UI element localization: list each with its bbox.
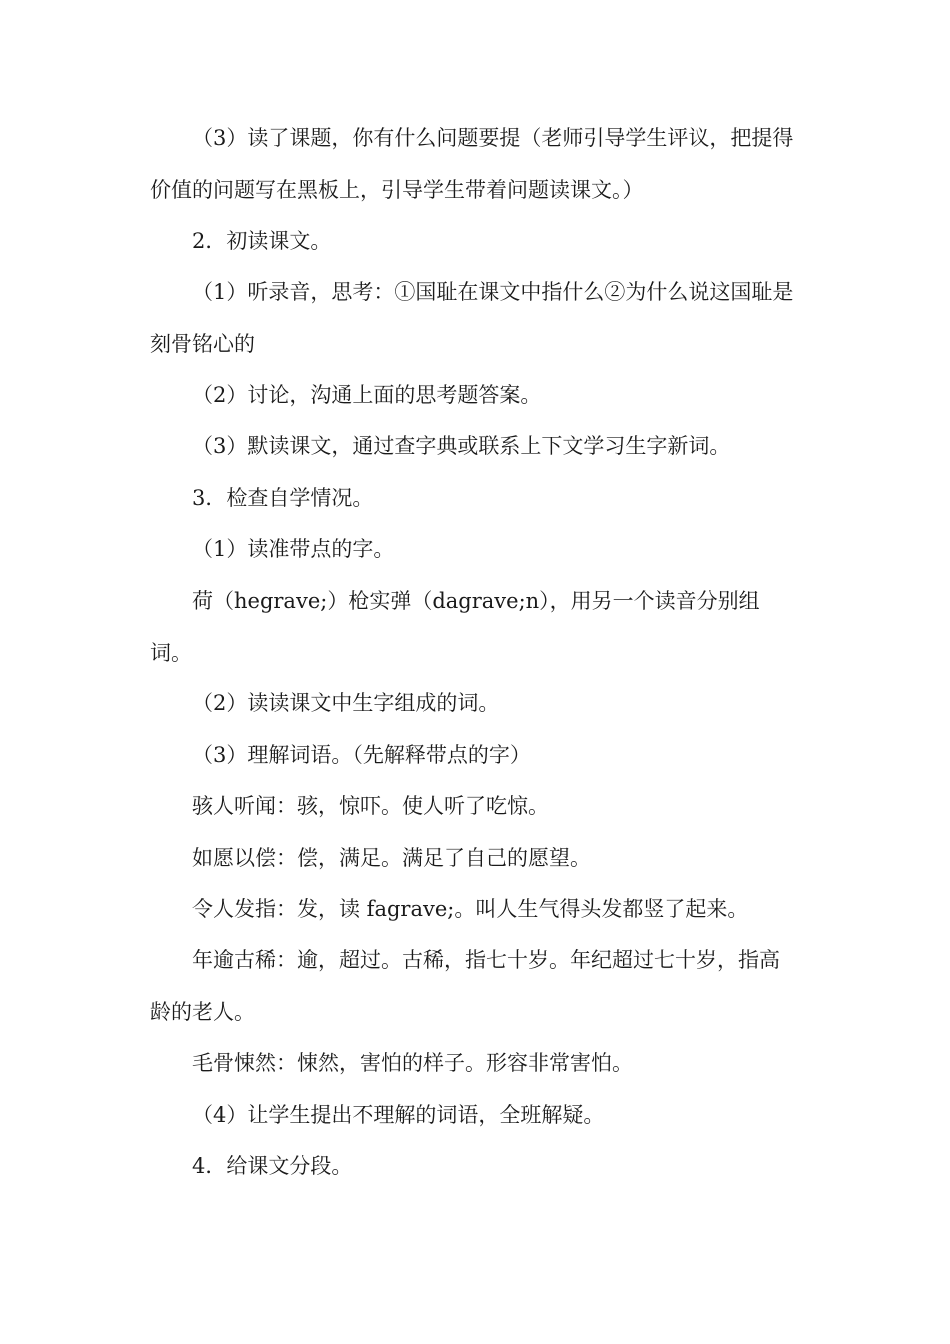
paragraph: （3）读了课题，你有什么问题要提（老师引导学生评议，把提得价值的问题写在黑板上，引导学生带着问题读课文。） (150, 126, 794, 202)
paragraph: （3）默读课文，通过查字典或联系上下文学习生字新词。 (192, 434, 731, 458)
paragraph: 令人发指：发，读 fagrave;。叫人生气得头发都竖了起来。 (192, 897, 749, 921)
paragraph: 2．初读课文。 (192, 229, 332, 253)
paragraph: （2）读读课文中生字组成的词。 (192, 691, 500, 715)
paragraph: （3）理解词语。（先解释带点的字） (192, 743, 531, 767)
paragraph: 荷（hegrave;）枪实弹（dagrave;n），用另一个读音分别组词。 (150, 589, 760, 665)
paragraph: 4．给课文分段。 (192, 1154, 353, 1178)
paragraph: 如愿以偿：偿，满足。满足了自己的愿望。 (192, 846, 591, 870)
paragraph: 毛骨悚然：悚然，害怕的样子。形容非常害怕。 (192, 1051, 633, 1075)
paragraph: 骇人听闻：骇，惊吓。使人听了吃惊。 (192, 794, 549, 818)
paragraph: （4）让学生提出不理解的词语，全班解疑。 (192, 1103, 605, 1127)
paragraph: 3．检查自学情况。 (192, 486, 374, 510)
paragraph: （1）读准带点的字。 (192, 537, 395, 561)
paragraph: （1）听录音，思考：①国耻在课文中指什么②为什么说这国耻是刻骨铭心的 (150, 280, 794, 356)
paragraph: 年逾古稀：逾，超过。古稀，指七十岁。年纪超过七十岁，指高龄的老人。 (150, 948, 780, 1024)
paragraph: （2）讨论，沟通上面的思考题答案。 (192, 383, 542, 407)
